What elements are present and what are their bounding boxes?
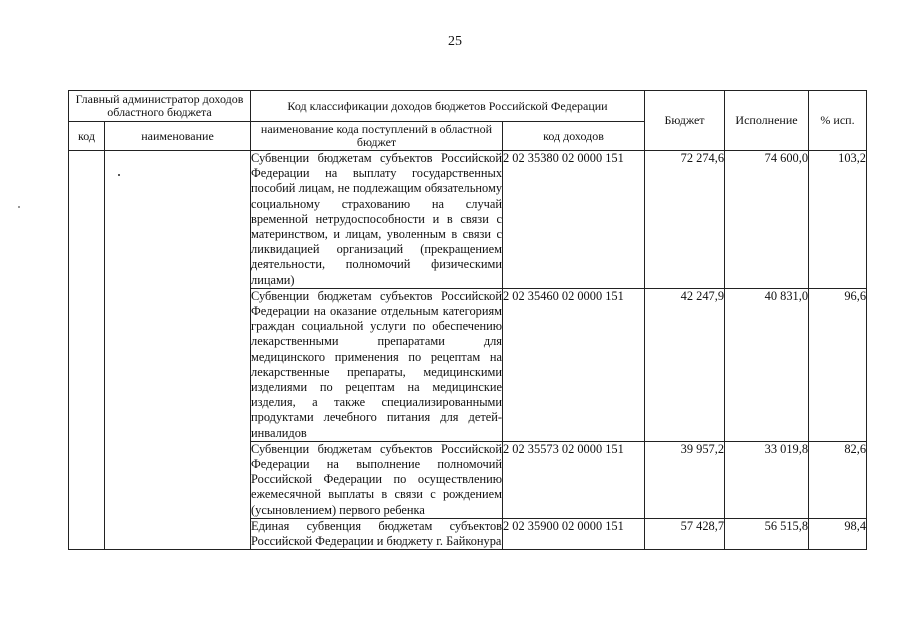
- header-income-code: код доходов: [503, 122, 645, 151]
- execution-cell: 56 515,8: [725, 518, 809, 549]
- budget-cell: 42 247,9: [645, 288, 725, 441]
- header-kbk-group: Код классификации доходов бюджетов Российской Федерации: [251, 91, 645, 122]
- income-code-cell: 2 02 35573 02 0000 151: [503, 441, 645, 518]
- table-header: [69, 91, 867, 151]
- income-name-cell: Субвенции бюджетам субъектов Российской Федерации на выплату государственных пособий лицам, не подлежащим обязательному социальному страхованию на случай временной нетрудоспособности и в связи с материнством, и лицам, уволенным в связи с ликвидацией организаций (прекращением деятельности, полномочий физическими лицами): [251, 151, 503, 287]
- header-percent: % исп.: [809, 91, 867, 151]
- income-code-cell: 2 02 35900 02 0000 151: [503, 518, 645, 549]
- admin-name-cell: [105, 151, 251, 550]
- header-code: код: [69, 122, 105, 151]
- income-name-cell: Субвенции бюджетам субъектов Российской Федерации на выполнение полномочий Российской Федерации по осуществлению ежемесячной выплаты в связи с рождением (усыновлением) первого ребенка: [251, 441, 503, 517]
- scan-mark: [18, 206, 20, 208]
- income-name-cell: Единая субвенция бюджетам субъектов Российской Федерации и бюджету г. Байконура: [251, 518, 503, 549]
- budget-cell: 39 957,2: [645, 441, 725, 518]
- header-name: наименование: [105, 122, 251, 151]
- income-name-cell: Субвенции бюджетам субъектов Российской Федерации на оказание отдельным категориям граждан социальной услуги по обеспечению лекарственными препаратами для медицинского применения по рецептам на лекарственные препараты, медицинскими изделиями по рецептам на медицинские изделия, а также специализированными продуктами лечебного питания для детей-инвалидов: [251, 288, 503, 440]
- execution-cell: 40 831,0: [725, 288, 809, 441]
- header-execution: Исполнение: [725, 91, 809, 151]
- admin-code-cell: [69, 151, 105, 550]
- header-income-code-name: наименование кода поступлений в областной бюджет: [251, 122, 503, 151]
- budget-cell: 57 428,7: [645, 518, 725, 549]
- percent-cell: 103,2: [809, 151, 867, 289]
- execution-cell: 33 019,8: [725, 441, 809, 518]
- percent-cell: 96,6: [809, 288, 867, 441]
- header-budget: Бюджет: [645, 91, 725, 151]
- income-code-cell: 2 02 35460 02 0000 151: [503, 288, 645, 441]
- scan-dot: [118, 174, 120, 176]
- table-row: [69, 151, 867, 289]
- page-number: 25: [448, 34, 462, 49]
- percent-cell: 82,6: [809, 441, 867, 518]
- income-table: [68, 90, 867, 550]
- percent-cell: 98,4: [809, 518, 867, 549]
- budget-cell: 72 274,6: [645, 151, 725, 289]
- header-admin-group: Главный администратор доходов областного бюджета: [69, 91, 251, 122]
- execution-cell: 74 600,0: [725, 151, 809, 289]
- income-code-cell: 2 02 35380 02 0000 151: [503, 151, 645, 289]
